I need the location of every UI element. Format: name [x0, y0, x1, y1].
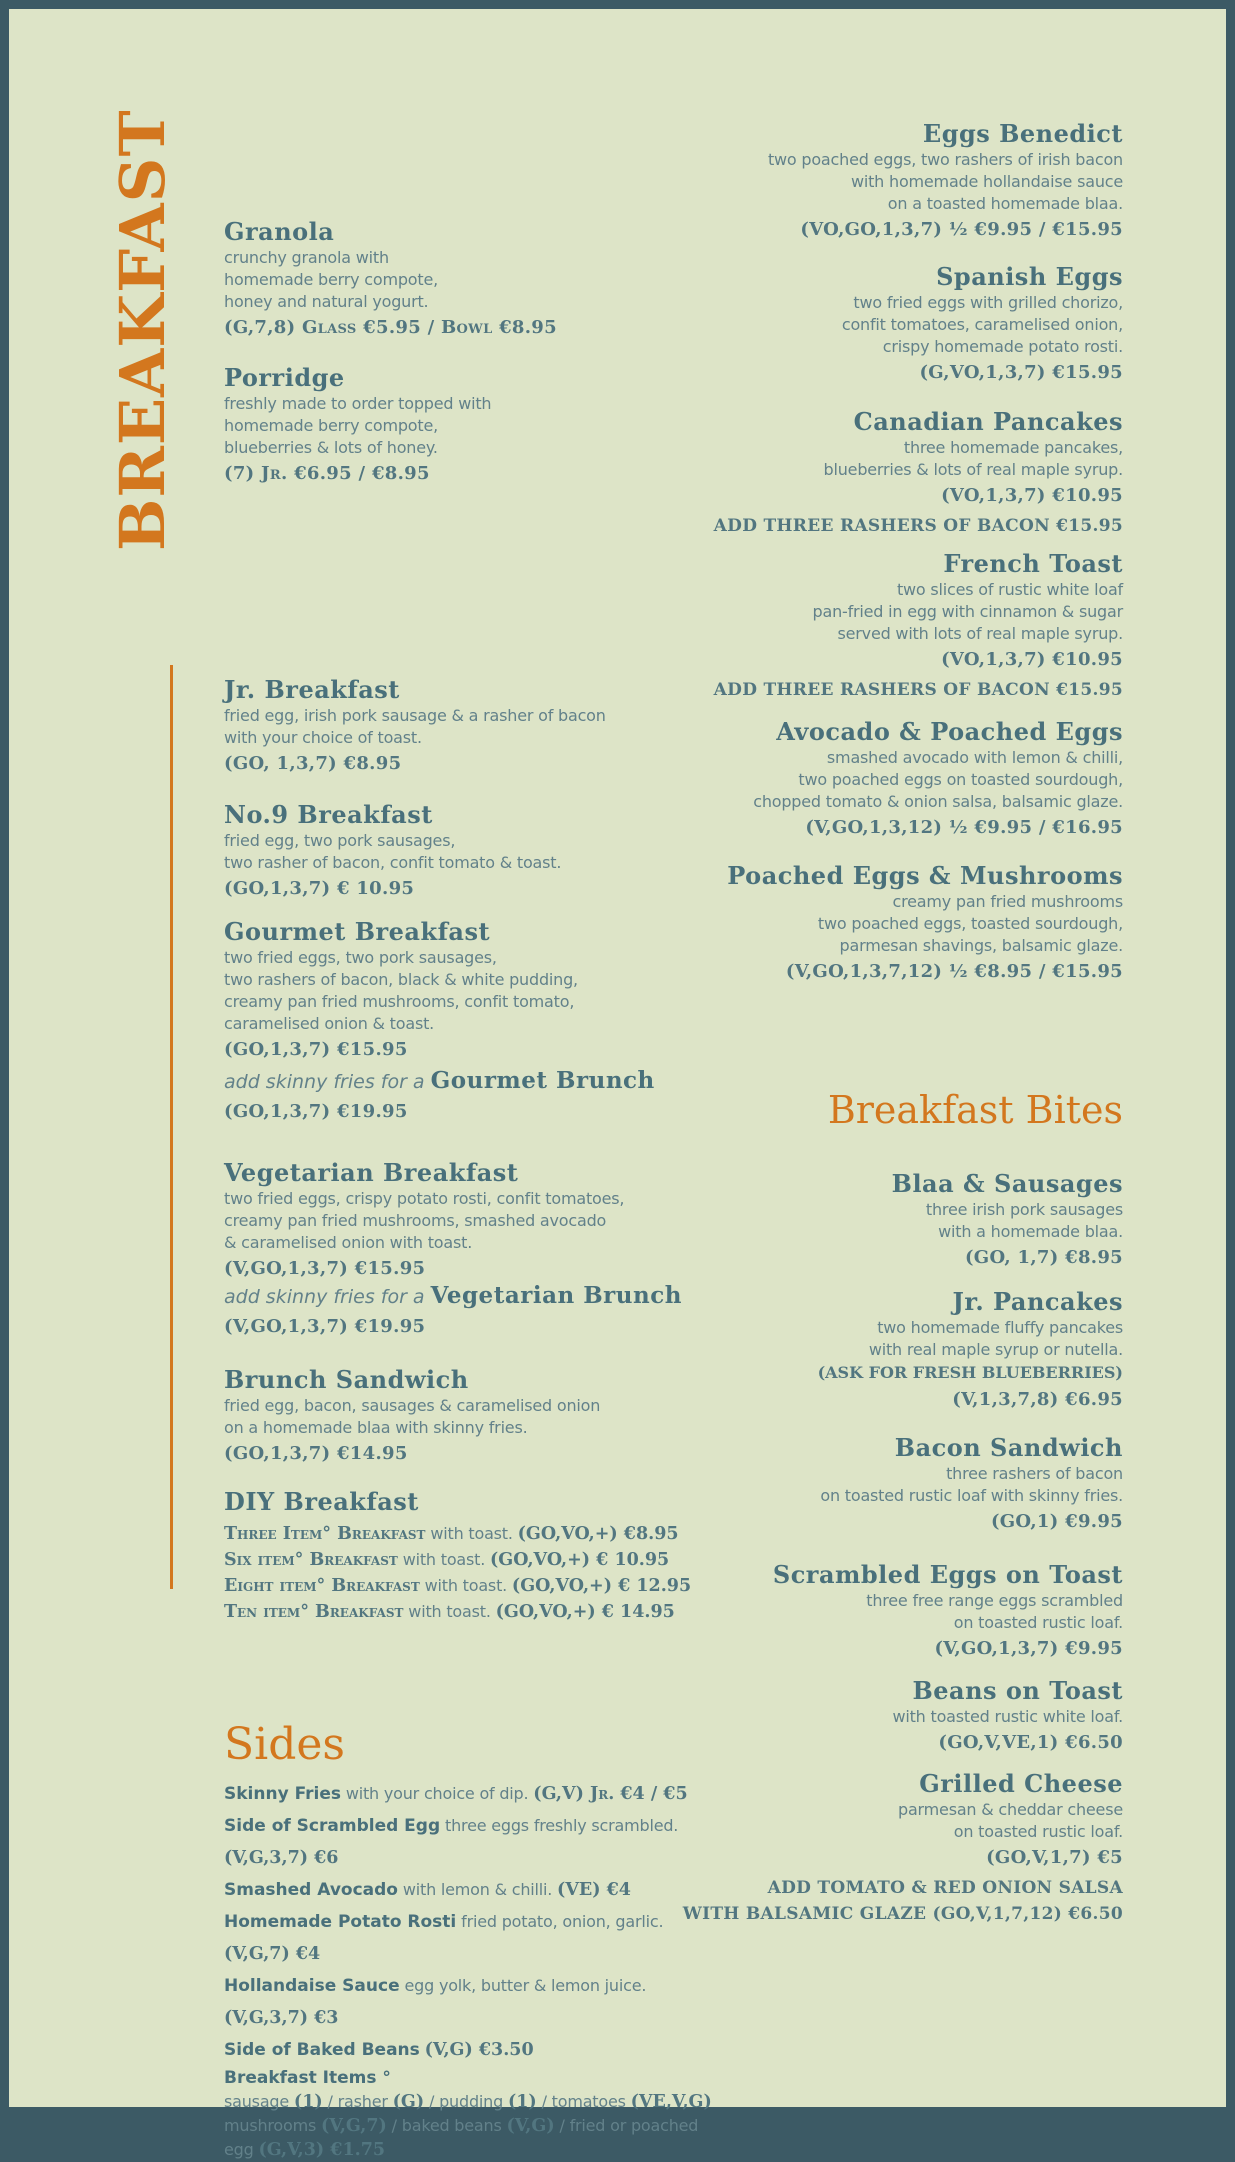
menu-item-price: (VO,GO,1,3,7) ½ €9.95 / €15.95: [800, 219, 1123, 240]
menu-text: / rasher: [322, 2092, 393, 2111]
menu-item-desc: served with lots of real maple syrup.: [837, 624, 1123, 643]
menu-item-desc: two poached eggs, two rashers of irish bacon: [767, 150, 1123, 169]
section-header: Breakfast Bites: [827, 1088, 1123, 1132]
allergen-price-text: (1): [293, 2092, 323, 2112]
menu-item-name: Jr. Pancakes: [952, 1287, 1123, 1316]
menu-text: with toast.: [403, 1602, 496, 1621]
menu-item-desc: fried egg, irish pork sausage & a rasher of bacon: [224, 706, 606, 725]
menu-item-desc: crunchy granola with: [224, 248, 389, 267]
menu-item-name: Brunch Sandwich: [224, 1365, 469, 1394]
menu-item-desc: blueberries & lots of real maple syrup.: [823, 460, 1123, 479]
menu-item-name: Grilled Cheese: [919, 1769, 1123, 1798]
menu-item-desc: with toasted rustic white loaf.: [892, 1707, 1123, 1726]
addon-name: Vegetarian Brunch: [430, 1282, 682, 1309]
allergen-price-text: (1): [507, 2092, 537, 2112]
menu-item-price: (V,1,3,7,8) €6.95: [952, 1389, 1123, 1410]
side-item-name: Side of Scrambled Egg: [224, 1816, 441, 1836]
menu-item-price: (VO,1,3,7) €10.95: [941, 485, 1123, 506]
menu-item-name: Canadian Pancakes: [853, 407, 1123, 436]
menu-line: [224, 2066, 729, 2090]
menu-text: sausage: [224, 2092, 294, 2111]
menu-item-price: (GO,1,3,7) € 10.95: [224, 878, 415, 899]
menu-item-extra: ADD THREE RASHERS OF BACON €15.95: [713, 516, 1123, 536]
menu-item-price: (V,GO,1,3,7) €15.95: [224, 1258, 426, 1279]
menu-item: [603, 1769, 1123, 1927]
allergen-price-text: (V,G) €3.50: [424, 2040, 534, 2060]
menu-item-desc: two fried eggs with grilled chorizo,: [853, 293, 1123, 312]
menu-text: with your choice of dip.: [340, 1784, 534, 1803]
menu-item-desc: homemade berry compote,: [224, 270, 438, 289]
menu-line: [224, 2034, 729, 2066]
menu-item-desc: & caramelised onion with toast.: [224, 1233, 473, 1252]
menu-item-name: No.9 Breakfast: [224, 800, 433, 829]
allergen-price-text: (GO,VO,+) € 14.95: [495, 1602, 675, 1622]
menu-item-price: (GO,V,1,7) €5: [986, 1847, 1123, 1868]
menu-item-desc: on toasted rustic loaf.: [953, 1822, 1123, 1841]
allergen-price-text: (G,V) Jr. €4 / €5: [533, 1784, 688, 1804]
side-item-name: Side of Baked Beans: [224, 2040, 420, 2060]
menu-item: [603, 1169, 1123, 1271]
menu-item-desc: two rasher of bacon, confit tomato & toast.: [224, 853, 562, 872]
menu-item: [603, 407, 1123, 539]
side-item-name: Skinny Fries: [224, 1784, 341, 1804]
menu-item-name: Beans on Toast: [912, 1676, 1123, 1705]
allergen-price-text: (V,G,3,7) €3: [224, 2008, 339, 2028]
menu-item: [603, 1560, 1123, 1662]
menu-item-desc: two rashers of bacon, black & white pudding,: [224, 970, 578, 989]
menu-text: with toast.: [397, 1550, 491, 1569]
menu-item-desc: two poached eggs on toasted sourdough,: [798, 770, 1123, 789]
menu-item: [603, 119, 1123, 243]
menu-item-note: (ASK FOR FRESH BLUEBERRIES): [817, 1363, 1123, 1382]
section-header: Sides: [224, 1719, 345, 1770]
menu-item-desc: two poached eggs, toasted sourdough,: [817, 914, 1123, 933]
menu-item-name: Granola: [224, 217, 335, 246]
allergen-price-text: Six item° Breakfast: [224, 1550, 398, 1570]
menu-text: / baked beans: [386, 2116, 507, 2135]
menu-item-price: (G,7,8) Glass €5.95 / Bowl €8.95: [224, 317, 557, 338]
menu-item-desc: smashed avocado with lemon & chilli,: [826, 748, 1123, 767]
side-item-name: Smashed Avocado: [224, 1880, 398, 1900]
menu-item-desc: parmesan & cheddar cheese: [898, 1800, 1123, 1819]
menu-item-price: (VO,1,3,7) €10.95: [941, 649, 1123, 670]
allergen-price-text: Eight item° Breakfast: [224, 1576, 420, 1596]
menu-item-name: Bacon Sandwich: [894, 1433, 1123, 1462]
menu-text: three eggs freshly scrambled.: [440, 1816, 679, 1835]
menu-column-right: [603, 119, 1123, 1927]
menu-item-desc: three irish pork sausages: [925, 1200, 1123, 1219]
menu-item-extra: WITH BALSAMIC GLAZE (GO,V,1,7,12) €6.50: [682, 1904, 1123, 1924]
menu-item-name: Blaa & Sausages: [891, 1169, 1123, 1198]
menu-item: [603, 1287, 1123, 1413]
menu-item-name: Vegetarian Breakfast: [224, 1158, 519, 1187]
menu-card: [9, 9, 1226, 2160]
menu-item-price: (GO,1,3,7) €15.95: [224, 1039, 408, 1060]
menu-item-desc: with a homemade blaa.: [938, 1222, 1123, 1241]
menu-item-price: (G,VO,1,3,7) €15.95: [919, 362, 1123, 383]
allergen-price-text: (V,G): [506, 2116, 555, 2136]
menu-text: with lemon & chilli.: [397, 1880, 558, 1899]
menu-item-desc: two slices of rustic white loaf: [896, 580, 1123, 599]
menu-item-desc: three homemade pancakes,: [903, 438, 1123, 457]
menu-item-desc: three rashers of bacon: [946, 1464, 1123, 1483]
menu-item-price: (V,GO,1,3,7,12) ½ €8.95 / €15.95: [785, 961, 1123, 982]
menu-item-desc: caramelised onion & toast.: [224, 1014, 435, 1033]
menu-subheader: DIY Breakfast: [224, 1487, 419, 1516]
menu-item-desc: freshly made to order topped with: [224, 394, 492, 413]
menu-item-price: (GO,V,VE,1) €6.50: [938, 1732, 1123, 1753]
menu-item-desc: creamy pan fried mushrooms: [892, 892, 1123, 911]
menu-item-desc: on toasted rustic loaf.: [953, 1613, 1123, 1632]
menu-item-price: (GO,1) €9.95: [990, 1511, 1123, 1532]
menu-item-desc: two fried eggs, two pork sausages,: [224, 948, 497, 967]
menu-item-price: (V,GO,1,3,12) ½ €9.95 / €16.95: [805, 817, 1123, 838]
menu-item-desc: on toasted rustic loaf with skinny fries.: [820, 1486, 1123, 1505]
menu-text: / tomatoes: [536, 2092, 631, 2111]
side-item-name: Homemade Potato Rosti: [224, 1912, 457, 1932]
menu-item-desc: chopped tomato & onion salsa, balsamic glaze.: [753, 792, 1123, 811]
menu-item-desc: pan-fried in egg with cinnamon & sugar: [812, 602, 1123, 621]
menu-item-desc: crispy homemade potato rosti.: [882, 337, 1123, 356]
menu-item-name: Poached Eggs & Mushrooms: [727, 861, 1123, 890]
menu-item-name: French Toast: [943, 549, 1123, 578]
allergen-price-text: Ten item° Breakfast: [224, 1602, 404, 1622]
menu-item-desc: with real maple syrup or nutella.: [868, 1340, 1123, 1359]
addon-name: Gourmet Brunch: [430, 1067, 655, 1094]
allergen-price-text: €1.75: [324, 2140, 386, 2160]
menu-text: with toast.: [419, 1576, 512, 1595]
menu-text: with toast.: [425, 1524, 518, 1543]
menu-item-desc: with homemade hollandaise sauce: [850, 172, 1123, 191]
menu-item-desc: blueberries & lots of honey.: [224, 438, 438, 457]
menu-item-extra: ADD TOMATO & RED ONION SALSA: [767, 1878, 1123, 1898]
allergen-price-text: (GO,VO,+) € 12.95: [511, 1576, 692, 1596]
menu-text: / pudding: [424, 2092, 508, 2111]
menu-item-extra: ADD THREE RASHERS OF BACON €15.95: [713, 680, 1123, 700]
side-item-name: Breakfast Items °: [224, 2068, 391, 2088]
menu-vertical-title: BREAKFAST: [106, 109, 179, 551]
menu-item-desc: fried egg, bacon, sausages & caramelised onion: [224, 1396, 601, 1415]
allergen-price-text: (VE,V,G): [630, 2092, 712, 2112]
menu-item-desc: two fried eggs, crispy potato rosti, confit tomatoes,: [224, 1189, 625, 1208]
menu-item-desc: fried egg, two pork sausages,: [224, 831, 456, 850]
menu-item-desc: two homemade fluffy pancakes: [877, 1318, 1123, 1337]
menu-item-price: (V,GO,1,3,7) €9.95: [934, 1638, 1123, 1659]
menu-item-price: (GO,1,3,7) €19.95: [224, 1101, 408, 1122]
menu-item-name: Gourmet Breakfast: [224, 917, 491, 946]
side-item-name: Hollandaise Sauce: [224, 1976, 400, 1996]
menu-lines-group: [224, 2066, 729, 2162]
menu-item-desc: creamy pan fried mushrooms, smashed avocado: [224, 1211, 607, 1230]
menu-text: / fried or poached egg: [224, 2116, 699, 2159]
menu-item: [603, 549, 1123, 703]
allergen-price-text: (G): [392, 2092, 425, 2112]
menu-item-desc: confit tomatoes, caramelised onion,: [841, 315, 1123, 334]
menu-line: [224, 1970, 729, 2034]
menu-item-desc: creamy pan fried mushrooms, confit tomato,: [224, 992, 575, 1011]
menu-item-price: (7) Jr. €6.95 / €8.95: [224, 463, 430, 484]
menu-item-name: Eggs Benedict: [922, 119, 1123, 148]
menu-item-desc: homemade berry compote,: [224, 416, 438, 435]
menu-item: [603, 717, 1123, 841]
menu-item-desc: honey and natural yogurt.: [224, 292, 429, 311]
menu-item: [603, 262, 1123, 386]
allergen-price-text: (VE) €4: [557, 1880, 631, 1900]
menu-item: [603, 1433, 1123, 1535]
addon-lead-text: add skinny fries for a: [224, 1286, 431, 1308]
allergen-price-text: (GO,VO,+) € 10.95: [490, 1550, 670, 1570]
menu-item-name: Spanish Eggs: [936, 262, 1123, 291]
menu-item-desc: on a homemade blaa with skinny fries.: [224, 1418, 528, 1437]
allergen-price-text: (G,V,3): [258, 2140, 325, 2160]
menu-line: [224, 2090, 729, 2114]
menu-item-name: Porridge: [224, 363, 345, 392]
allergen-price-text: Three Item° Breakfast: [224, 1524, 426, 1544]
menu-item-price: (V,GO,1,3,7) €19.95: [224, 1316, 426, 1337]
menu-item-name: Scrambled Eggs on Toast: [772, 1560, 1123, 1589]
allergen-price-text: (V,G,3,7) €6: [224, 1848, 339, 1868]
menu-item-desc: with your choice of toast.: [224, 728, 422, 747]
menu-item-name: Jr. Breakfast: [224, 675, 400, 704]
allergen-price-text: (V,G,7): [321, 2116, 387, 2136]
menu-text: egg yolk, butter & lemon juice.: [399, 1976, 647, 1995]
menu-line: [224, 2114, 729, 2162]
orange-divider-line: [170, 665, 173, 1589]
menu-item: [603, 1676, 1123, 1756]
allergen-price-text: (GO,VO,+) €8.95: [517, 1524, 679, 1544]
menu-item-price: (GO, 1,7) €8.95: [964, 1247, 1123, 1268]
addon-lead-text: add skinny fries for a: [224, 1071, 431, 1093]
menu-item-desc: on a toasted homemade blaa.: [887, 194, 1123, 213]
menu-item-name: Avocado & Poached Eggs: [776, 717, 1123, 746]
menu-text: mushrooms: [224, 2116, 322, 2135]
menu-item-desc: three free range eggs scrambled: [866, 1591, 1123, 1610]
menu-text: fried potato, onion, garlic.: [456, 1912, 664, 1931]
menu-item-price: (GO, 1,3,7) €8.95: [224, 753, 402, 774]
menu-item: [603, 861, 1123, 985]
menu-item-desc: parmesan shavings, balsamic glaze.: [839, 936, 1123, 955]
allergen-price-text: (V,G,7) €4: [224, 1944, 321, 1964]
menu-item-price: (GO,1,3,7) €14.95: [224, 1443, 408, 1464]
